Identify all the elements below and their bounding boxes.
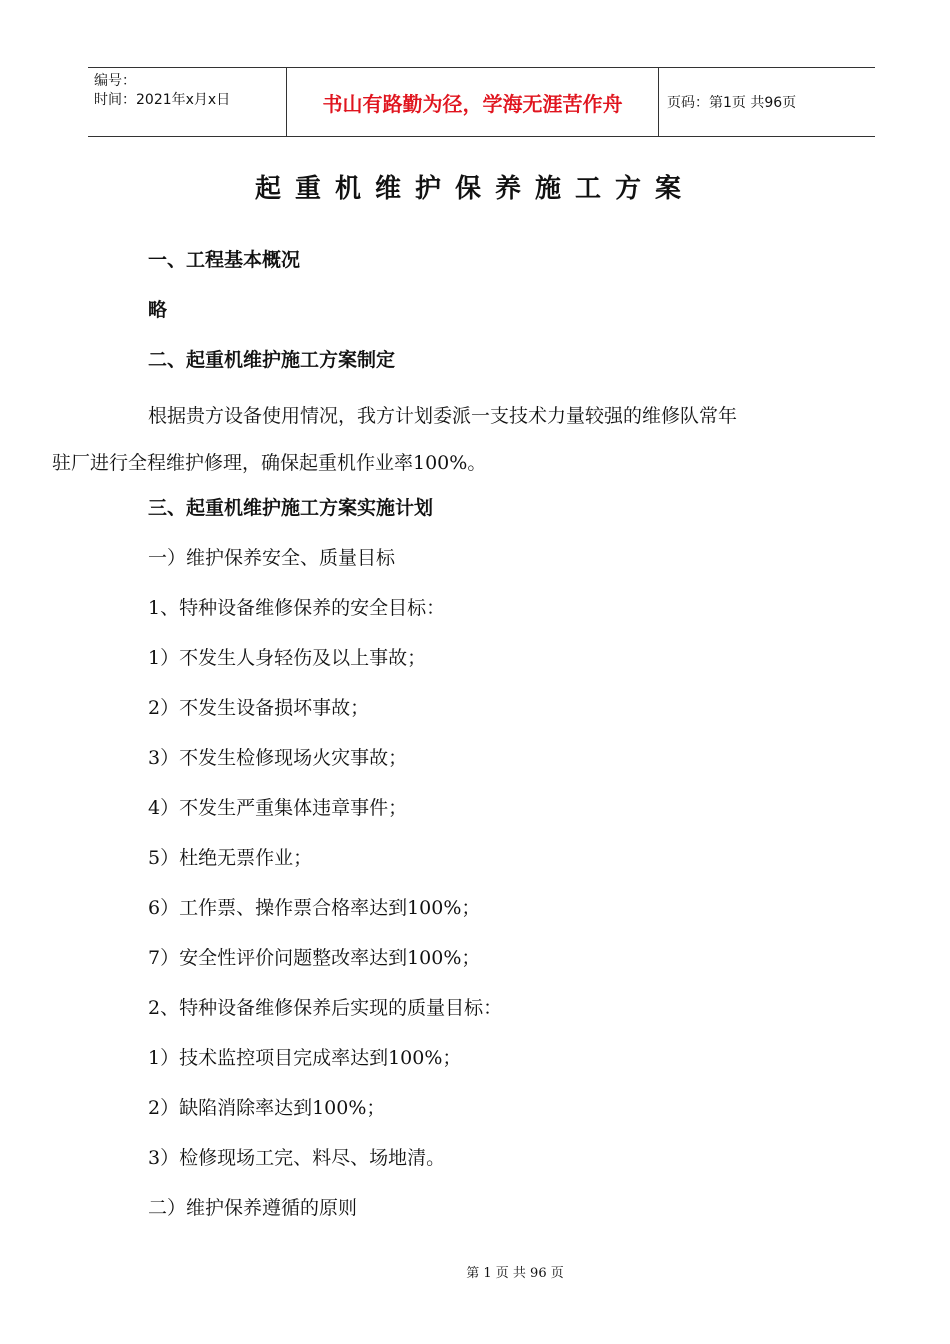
section-heading-2: 二、起重机维护施工方案制定	[148, 349, 396, 371]
document-number-label: 编号：	[94, 73, 136, 89]
list-item: 3）不发生检修现场火灾事故；	[148, 747, 408, 769]
list-item: 一）维护保养安全、质量目标	[148, 547, 396, 569]
list-item: 2）不发生设备损坏事故；	[148, 697, 370, 719]
document-time-label: 时间：2021年x月x日	[94, 92, 231, 108]
page-footer: 第 1 页 共 96 页	[466, 1266, 564, 1281]
document-title: 起重机维护保养施工方案	[254, 174, 695, 204]
document-body	[52, 243, 858, 1241]
list-item: 4）不发生严重集体违章事件；	[148, 797, 408, 819]
list-item: 2、特种设备维修保养后实现的质量目标：	[148, 997, 503, 1019]
list-item: 二）维护保养遵循的原则	[148, 1197, 358, 1219]
paragraph-line-2: 驻厂进行全程维护修理，确保起重机作业率100%。	[52, 452, 487, 474]
list-item: 1、特种设备维修保养的安全目标：	[148, 597, 446, 619]
list-item: 1）技术监控项目完成率达到100%；	[148, 1047, 462, 1069]
list-item: 2）缺陷消除率达到100%；	[148, 1097, 386, 1119]
list-item: 3）检修现场工完、料尽、场地清。	[148, 1147, 446, 1169]
list-item: 1）不发生人身轻伤及以上事故；	[148, 647, 427, 669]
page-header	[88, 67, 875, 137]
header-page-info: 页码：第1页 共96页	[667, 95, 797, 111]
section-2-paragraph	[52, 393, 858, 487]
section-heading-1: 一、工程基本概况	[148, 249, 301, 271]
header-motto: 书山有路勤为径，学海无涯苦作舟	[322, 91, 623, 116]
section-1-body: 略	[148, 299, 168, 321]
header-motto-cell	[286, 68, 659, 136]
list-item: 7）安全性评价问题整改率达到100%；	[148, 947, 481, 969]
section-heading-3: 三、起重机维护施工方案实施计划	[148, 497, 434, 519]
header-meta	[88, 68, 286, 136]
list-item: 5）杜绝无票作业；	[148, 847, 313, 869]
paragraph-line-1: 根据贵方设备使用情况，我方计划委派一支技术力量较强的维修队常年	[148, 405, 738, 427]
list-item: 6）工作票、操作票合格率达到100%；	[148, 897, 481, 919]
